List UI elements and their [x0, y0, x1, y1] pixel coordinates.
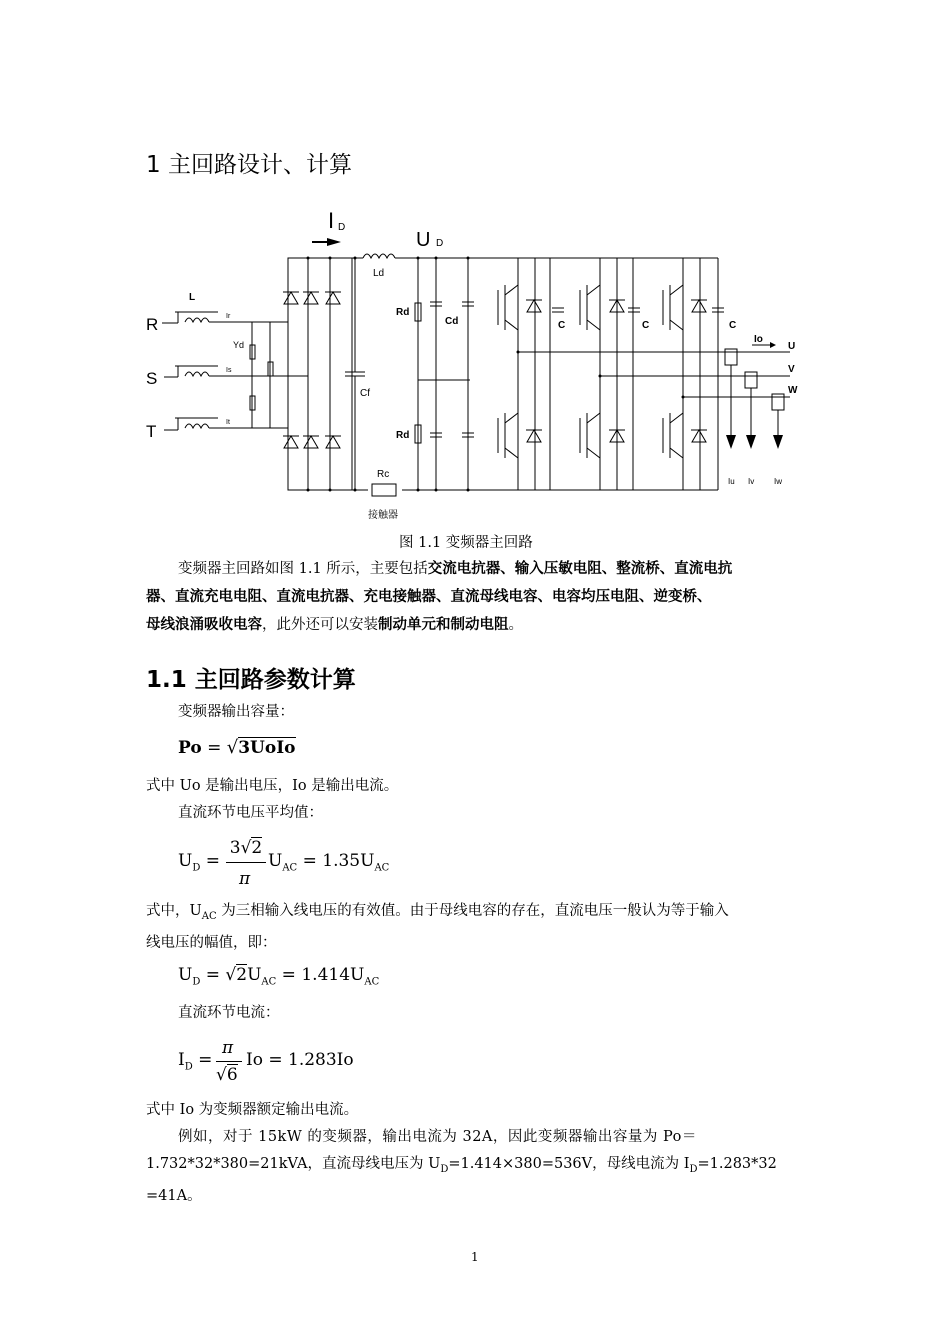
contactor-label: 接触器	[368, 510, 398, 521]
eq2-num: 3	[229, 838, 241, 858]
paragraph-uac	[146, 898, 810, 957]
figure-caption: 图 1.1 变频器主回路	[399, 535, 533, 551]
eq2-lhs-sub: D	[192, 862, 201, 874]
eq1-rhs: 3UoIo	[238, 738, 296, 758]
eq4-lhs: I	[178, 1050, 185, 1070]
equation-id: $I_D$ = π √6 Io = 1.283Io	[178, 1038, 354, 1085]
eq1-note: 式中 Uo 是输出电压，Io 是输出电流。	[146, 778, 399, 794]
ir-label: Ir	[226, 313, 231, 320]
para3-line2c: =1.283*32	[697, 1156, 777, 1172]
rd-bottom-label: Rd	[396, 430, 410, 441]
eq2-rhs-sub: AC	[374, 862, 390, 874]
eq3-rhs: 1.414U	[301, 965, 365, 985]
para1-bold1-line3: 母线浪涌吸收电容	[146, 616, 262, 633]
eq3-root: 2	[236, 965, 248, 985]
eq4-num: π	[222, 1038, 234, 1058]
iu-label: Iu	[728, 477, 735, 486]
para3-line1: 例如，对于 15kW 的变频器，输出电流为 32A，因此变频器输出容量为 Po＝	[178, 1129, 697, 1145]
it-label: It	[226, 419, 230, 426]
eq3-lhs: U	[178, 965, 193, 985]
eq1-lhs: Po	[178, 738, 202, 758]
dc-current-label: 直流环节电流：	[178, 1005, 280, 1021]
u-label: U	[788, 341, 796, 352]
eq4-lhs-sub: D	[184, 1061, 193, 1073]
para1-bold2: 制动单元和制动电阻	[378, 616, 509, 633]
para1-lead: 变频器主回路如图 1.1 所示，主要包括	[178, 561, 428, 577]
r-label: R	[146, 315, 159, 334]
para2-sub: AC	[201, 910, 217, 922]
cd-label: Cd	[445, 316, 459, 327]
page-number: 1	[471, 1250, 479, 1264]
eq2-den: π	[239, 869, 251, 889]
para3-sub2: D	[689, 1163, 698, 1175]
c3-label: C	[729, 320, 737, 331]
eq4-note: 式中 Io 为变频器额定输出电流。	[146, 1102, 359, 1118]
para1-end: 。	[508, 617, 523, 633]
iw-label: Iw	[774, 477, 782, 486]
eq3-mid: U	[247, 965, 262, 985]
eq2-num-root: 2	[251, 838, 263, 858]
para1-bold1-line1: 交流电抗器、输入压敏电阻、整流桥、直流电抗	[427, 560, 733, 577]
w-label: W	[788, 385, 798, 396]
para3-sub1: D	[440, 1163, 449, 1175]
eq4-rhs: 1.283Io	[288, 1050, 354, 1070]
eq3-lhs-sub: D	[192, 976, 201, 988]
rd-top-label: Rd	[396, 307, 410, 318]
t-label: T	[146, 422, 157, 441]
eq3-rhs-sub: AC	[364, 976, 380, 988]
ud-sub-label: D	[436, 238, 444, 249]
yd-label: Yd	[233, 340, 245, 350]
section-heading: 1 主回路设计、计算	[146, 152, 352, 178]
para2-line2: 线电压的幅值，即：	[146, 934, 277, 951]
c1-label: C	[558, 320, 566, 331]
rc-label: Rc	[377, 469, 390, 480]
eq3-mid-sub: AC	[261, 976, 277, 988]
id-label: I	[328, 208, 335, 233]
eq4-den-root: 6	[226, 1065, 238, 1085]
eq2-rhs: 1.35U	[322, 851, 375, 871]
para3-line3: =41A。	[146, 1187, 202, 1204]
equation-ud: $U_D$ = 3√2 π $U_{AC} = 1.35U_{AC}$	[178, 838, 390, 889]
para2-part2: 为三相输入线电压的有效值。由于母线电容的存在，直流电压一般认为等于输入	[216, 903, 729, 919]
eq2-mid-sub: AC	[282, 862, 298, 874]
l-label: L	[189, 292, 196, 303]
paragraph-example	[146, 1124, 810, 1210]
eq2-mid: U	[268, 851, 283, 871]
para3-line2a: 1.732*32*380=21kVA，直流母线电压为 U	[146, 1156, 441, 1172]
c2-label: C	[642, 320, 650, 331]
v-label: V	[788, 364, 795, 375]
cf-label: Cf	[360, 388, 370, 399]
para2-part1: 式中，U	[146, 903, 202, 919]
para1-mid: ，此外还可以安装	[262, 617, 378, 633]
ld-label: Ld	[373, 268, 385, 279]
io-label: Io	[754, 334, 763, 345]
para1-bold1-line2: 器、直流充电电阻、直流电抗器、充电接触器、直流母线电容、电容均压电阻、逆变桥、	[146, 588, 712, 605]
output-capacity-label: 变频器输出容量：	[178, 704, 294, 720]
ud-label: U	[416, 229, 431, 251]
paragraph-main-circuit	[146, 555, 810, 639]
eq4-mid: Io	[246, 1050, 263, 1070]
subsection-heading: 1.1 主回路参数计算	[146, 667, 356, 693]
circuit-diagram	[140, 200, 820, 530]
eq2-lhs: U	[178, 851, 193, 871]
para3-line2b: =1.414×380=536V，母线电流为 I	[448, 1156, 690, 1172]
s-label: S	[146, 369, 158, 388]
id-sub-label: D	[338, 222, 346, 233]
iv-label: Iv	[748, 477, 755, 486]
equation-ud-amplitude: $U_D = √2U_{AC} = 1.414U_{AC}$	[178, 965, 380, 988]
is-label: Is	[226, 367, 232, 374]
dc-voltage-label: 直流环节电压平均值：	[178, 805, 323, 821]
equation-po: Po = √3UoIo	[178, 737, 296, 758]
